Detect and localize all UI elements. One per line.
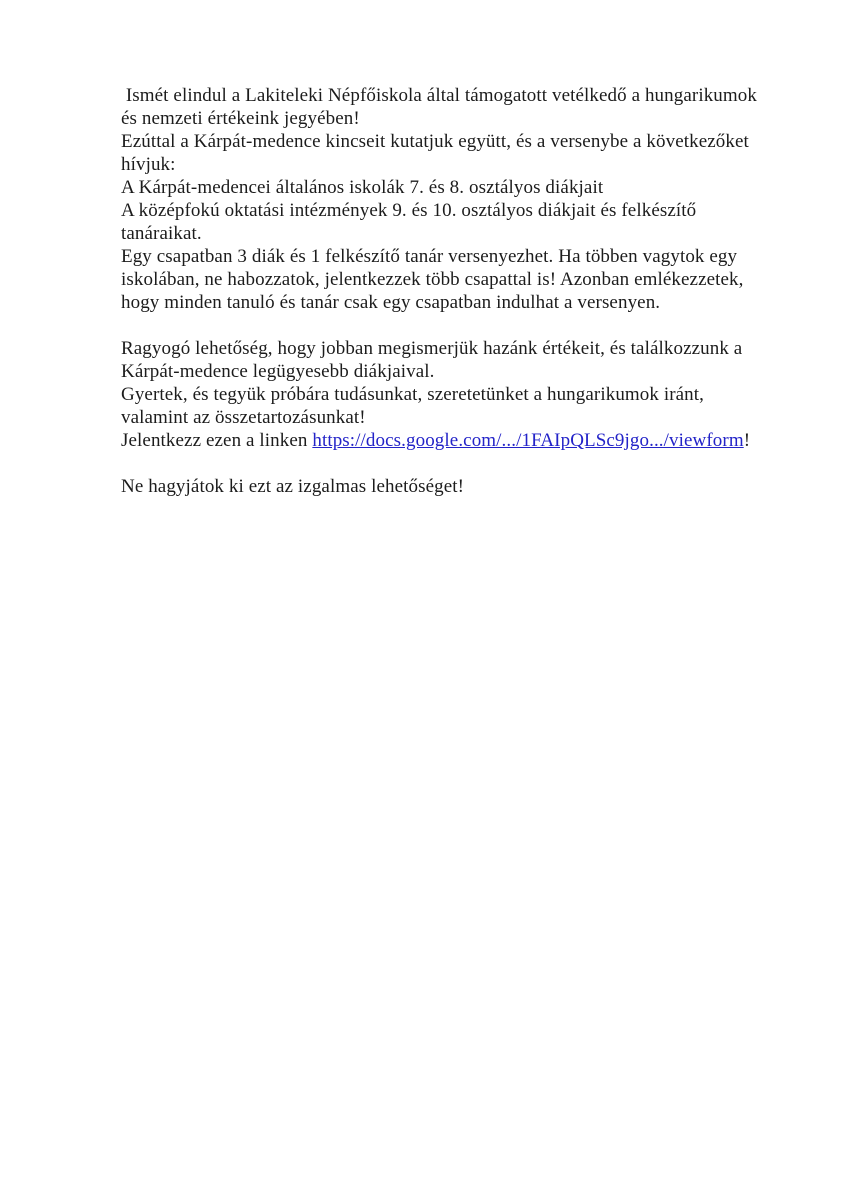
- text-line: [121, 429, 811, 452]
- blank-line: [121, 314, 811, 337]
- text-line: Egy csapatban 3 diák és 1 felkészítő tanár versenyezhet. Ha többen vagytok egy: [121, 246, 738, 267]
- signup-form-link[interactable]: https://docs.google.com/.../1FAIpQLSc9jgo.../viewform: [312, 430, 744, 451]
- text-line: valamint az összetartozásunkat!: [121, 407, 366, 428]
- text-line: Kárpát-medence legügyesebb diákjaival.: [121, 361, 435, 382]
- text-segment: !: [743, 430, 751, 451]
- text-line: iskolában, ne habozzatok, jelentkezzek több csapattal is! Azonban emlékezzetek,: [121, 269, 744, 290]
- text-line: Gyertek, és tegyük próbára tudásunkat, szeretetünket a hungarikumok iránt,: [121, 384, 705, 405]
- blank-line: [121, 452, 811, 475]
- text-line: Ismét elindul a Lakiteleki Népfőiskola által támogatott vetélkedő a hungarikumok: [121, 85, 757, 106]
- text-line: hívjuk:: [121, 154, 176, 175]
- document-body: [121, 84, 811, 498]
- text-line: és nemzeti értékeink jegyében!: [121, 108, 360, 129]
- text-line: hogy minden tanuló és tanár csak egy csapatban indulhat a versenyen.: [121, 292, 661, 313]
- text-line: A középfokú oktatási intézmények 9. és 10. osztályos diákjait és felkészítő: [121, 200, 697, 221]
- text-line: tanáraikat.: [121, 223, 202, 244]
- text-line: Ragyogó lehetőség, hogy jobban megismerjük hazánk értékeit, és találkozzunk a: [121, 338, 743, 359]
- text-line: Ezúttal a Kárpát-medence kincseit kutatjuk együtt, és a versenybe a következőket: [121, 131, 749, 152]
- text-segment: Jelentkezz ezen a linken: [121, 430, 313, 451]
- text-line: Ne hagyjátok ki ezt az izgalmas lehetőséget!: [121, 476, 465, 497]
- text-line: A Kárpát-medencei általános iskolák 7. és 8. osztályos diákjait: [121, 177, 604, 198]
